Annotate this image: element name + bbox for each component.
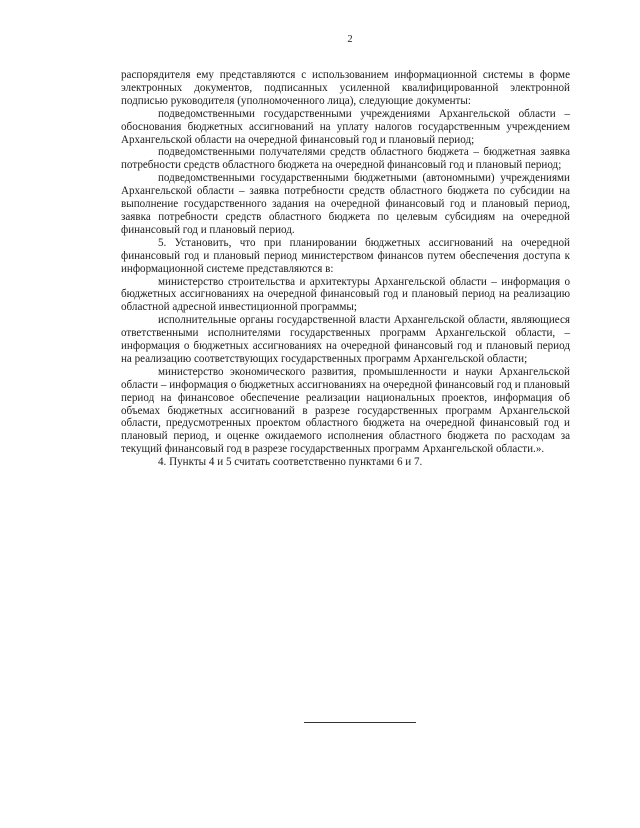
closing-divider xyxy=(304,722,416,723)
paragraph-construction-ministry: министерство строительства и архитектуры Архангельской области – информация о бюджетных ассигнованиях на очередной финансовый год и плановый период на реализацию областной адресной инвестиционной программы; xyxy=(121,275,570,314)
paragraph-autonomous-institutions: подведомственными государственными бюджетными (автономными) учреждениями Архангельской области – заявка потребности средств областного бюджета по субсидии на выполнение государственного задания на очередной финансовый год и плановый период, заявка потребности средств областного бюджета по целевым субсидиям на очередной финансовый год и плановый период. xyxy=(121,172,570,236)
paragraph-executive-bodies: исполнительные органы государственной власти Архангельской области, являющиеся ответственными исполнителями государственных программ Архангельской области, – информация о бюджетных ассигнованиях на очередной финансовый год и плановый период на реализацию соответствующих государственных программ Архангельской области; xyxy=(121,314,570,365)
paragraph-budget-recipients: подведомственными получателями средств областного бюджета – бюджетная заявка потребности средств областного бюджета на очередной финансовый год и плановый период; xyxy=(121,146,570,172)
paragraph-state-institutions: подведомственными государственными учреждениями Архангельской области – обоснования бюджетных ассигнований на уплату налогов государственным учреждением Архангельской области на очередной финансовый год и плановый период; xyxy=(121,107,570,146)
page-number: 2 xyxy=(347,34,353,45)
document-body xyxy=(121,69,570,469)
paragraph-continuation: распорядителя ему представляются с использованием информационной системы в форме электронных документов, подписанных усиленной квалифицированной электронной подписью руководителя (уполномоченного лица), следующие документы: xyxy=(121,69,570,107)
paragraph-item-4: 4. Пункты 4 и 5 считать соответственно пунктами 6 и 7. xyxy=(158,456,423,469)
paragraph-item-5: 5. Установить, что при планировании бюджетных ассигнований на очередной финансовый год и плановый период министерством финансов путем обеспечения доступа к информационной системе представляются в: xyxy=(121,236,570,275)
paragraph-economy-ministry: министерство экономического развития, промышленности и науки Архангельской области – информация о бюджетных ассигнованиях на очередной финансовый год и плановый период на финансовое обеспечение реализации национальных проектов, информация об объемах бюджетных ассигнований в разрезе государственных программ Архангельской области, предусмотренных проектом областного бюджета на очередной финансовый год и плановый период, и оценке ожидаемого исполнения областного бюджета по расходам за текущий финансовый год в разрезе государственных программ Архангельской области.». xyxy=(121,365,570,456)
